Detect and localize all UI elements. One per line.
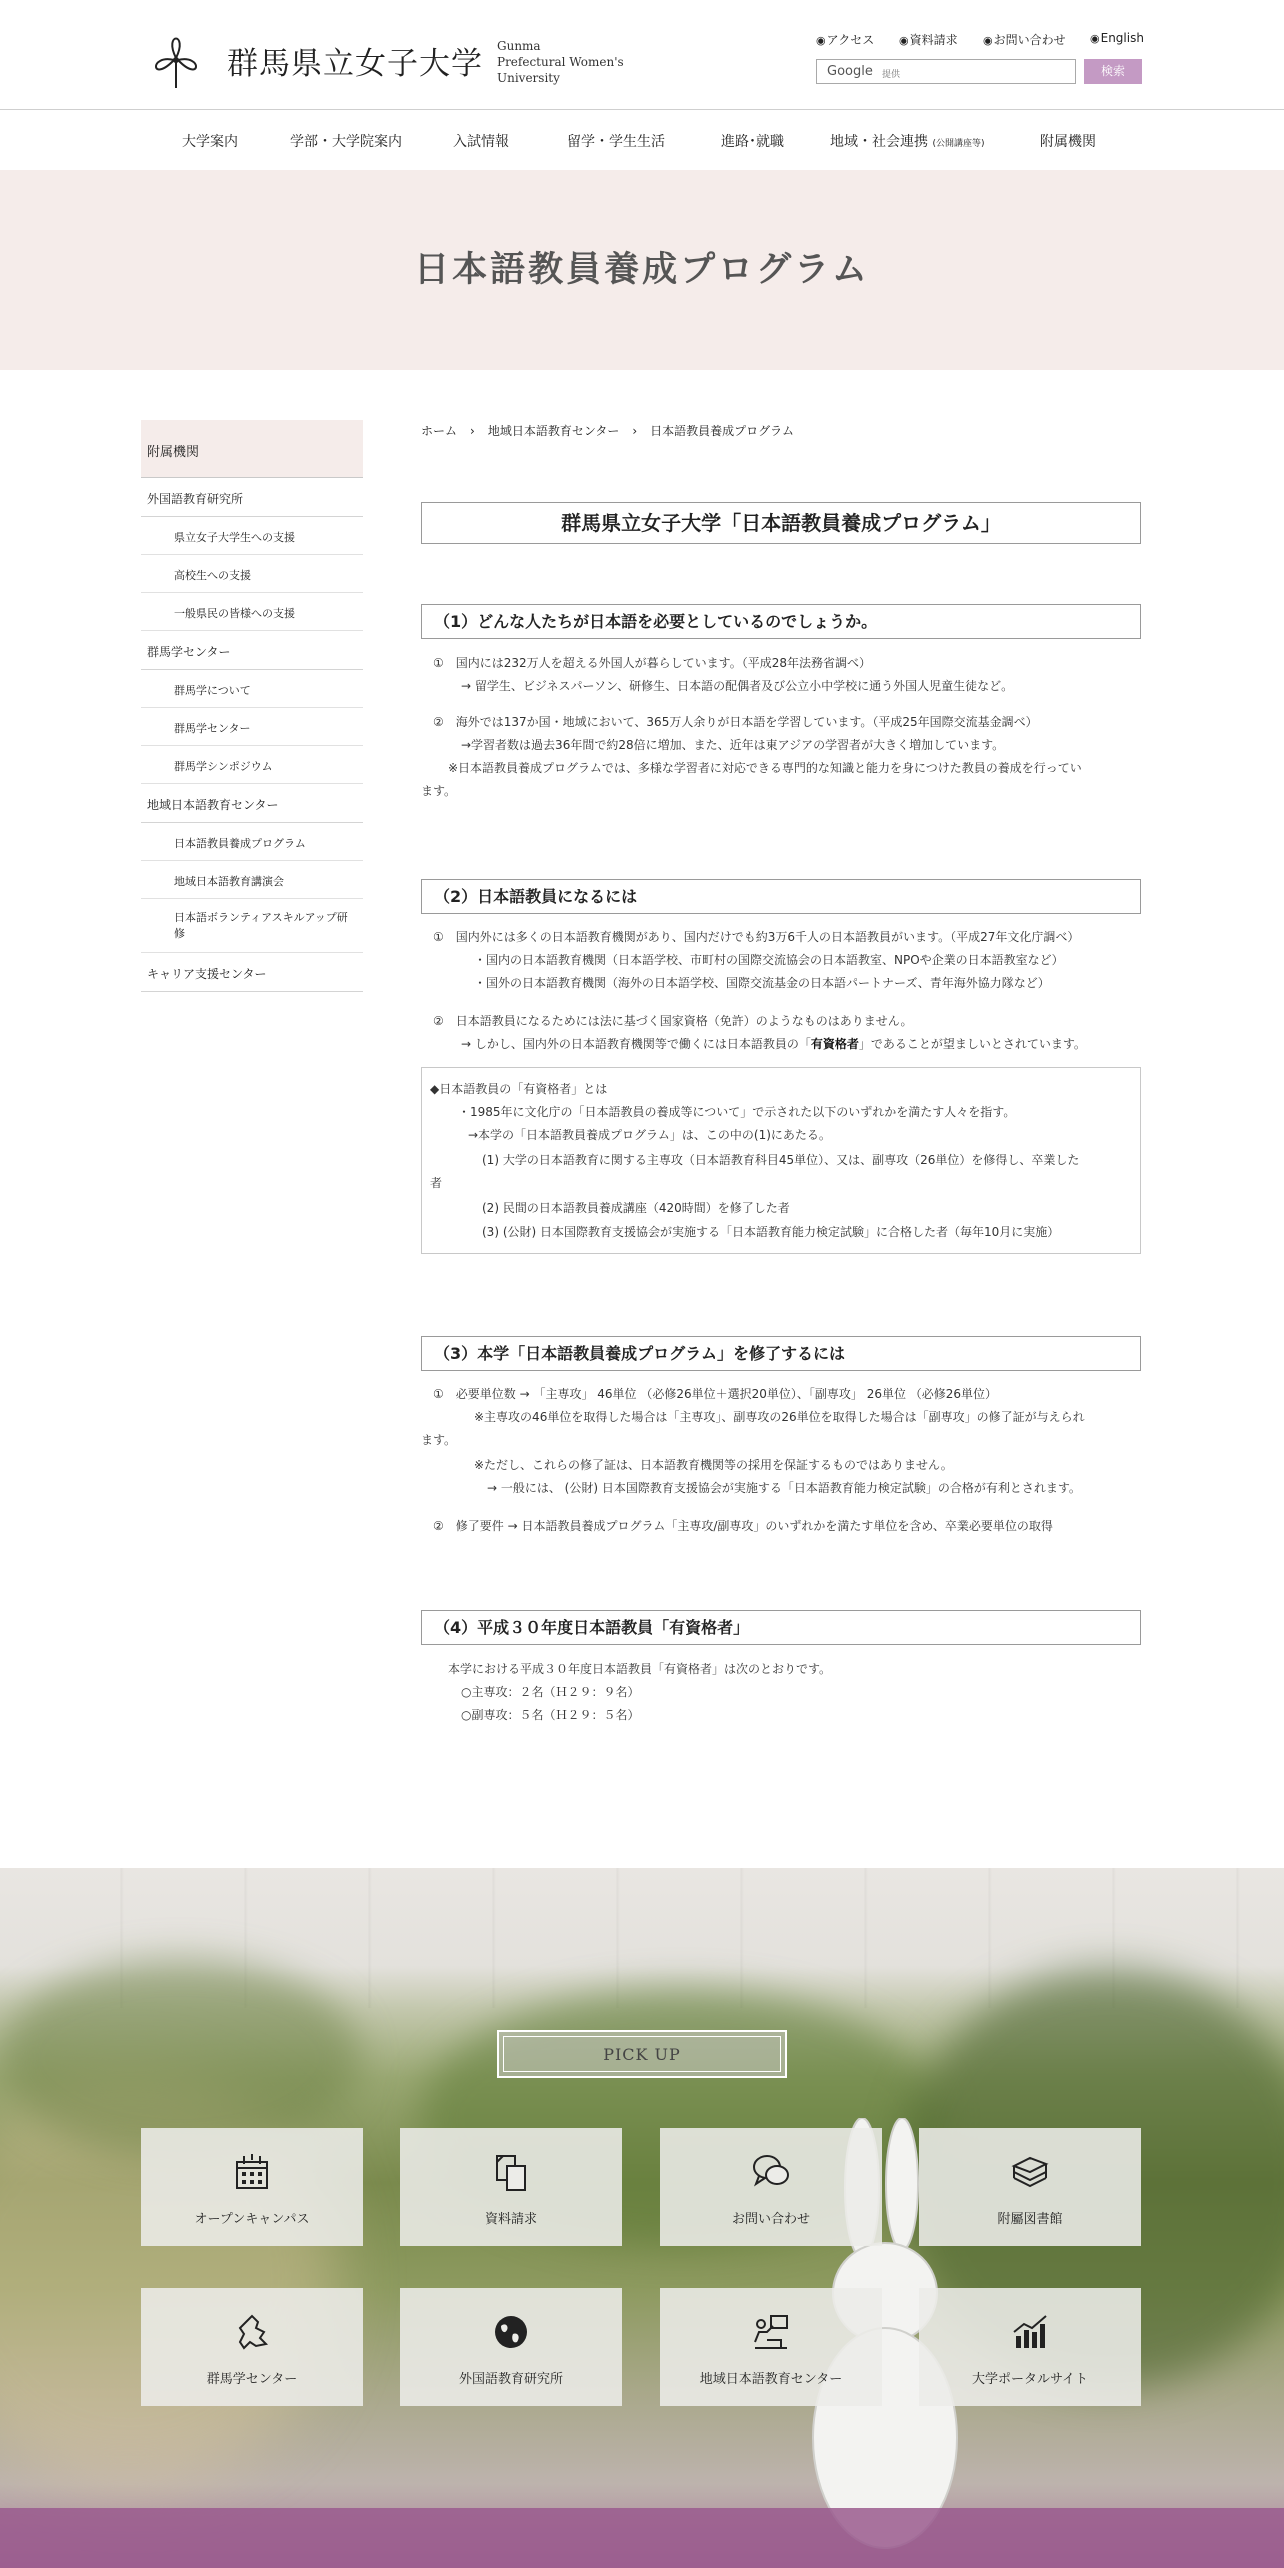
s3-line: ② 修了要件 → 日本語教員養成プログラム「主専攻/副専攻」のいずれかを満たす単位を含め、卒業必要単位の取得 [433, 1519, 1053, 1533]
s3-line: → 一般には、 (公財) 日本国際教育支援協会が実施する「日本語教育能力検定試験」の合格が有利とされます。 [487, 1481, 1081, 1495]
s4-line: ○主専攻：２名（Ｈ２９：９名） [461, 1685, 640, 1699]
note-line: (2) 民間の日本語教員養成講座（420時間）を修了した者 [482, 1201, 790, 1215]
contact-link[interactable]: ◉ お問い合わせ [983, 31, 1066, 48]
s4-line: ○副専攻：５名（Ｈ２９：５名） [461, 1708, 640, 1722]
breadcrumb-separator-icon: › [632, 424, 638, 438]
tile-gunma-studies-center[interactable] [141, 2288, 363, 2406]
note-line: (1) 大学の日本語教育に関する主専攻（日本語教育科目45単位）、又は、副専攻（26単位）を修得し、卒業した [482, 1153, 1080, 1167]
breadcrumb-separator-icon: › [470, 424, 475, 438]
pickup-heading: PICK UP [497, 2030, 787, 2078]
sidebar-subitem[interactable]: 日本語ボランティアスキルアップ研修 [141, 899, 363, 953]
logo-english-name: Gunma Prefectural Women's University [497, 39, 624, 85]
sidebar-item-career-center[interactable]: キャリア支援センター [141, 953, 363, 992]
breadcrumb [421, 422, 794, 439]
sidebar-subitem[interactable]: 群馬学について [141, 670, 363, 708]
s3-line: ます。 [421, 1433, 457, 1447]
sidebar-heading: 附属機関 [141, 420, 363, 478]
books-icon [1010, 2152, 1050, 2192]
tile-contact[interactable] [660, 2128, 882, 2246]
s1-line: ます。 [421, 784, 457, 798]
sidebar-subitem[interactable]: 高校生への支援 [141, 555, 363, 593]
section-1-heading: （1）どんな人たちが日本語を必要としているのでしょうか。 [421, 604, 1141, 639]
tile-portal-site[interactable] [919, 2288, 1141, 2406]
utility-links [816, 31, 1146, 47]
section-2-heading: （2）日本語教員になるには [421, 879, 1141, 914]
s3-line: ※主専攻の46単位を取得した場合は「主専攻」、副専攻の26単位を取得した場合は「副専攻」の修了証が与えられ [474, 1410, 1085, 1424]
breadcrumb-home[interactable]: ホーム [421, 424, 458, 438]
tile-label: オープンキャンパス [194, 2212, 310, 2227]
sidebar-subitem[interactable]: 群馬学シンポジウム [141, 746, 363, 784]
page-title: 日本語教員養成プログラム [414, 249, 870, 290]
s1-line: ※日本語教員養成プログラムでは、多様な学習者に対応できる専門的な知識と能力を身につけた教員の養成を行ってい [448, 761, 1082, 775]
tile-label: 資料請求 [484, 2212, 537, 2227]
s2-line: ① 国内外には多くの日本語教育機関があり、国内だけでも約3万6千人の日本語教員がいます。（平成27年文化庁調べ） [433, 930, 1080, 944]
s4-line: 本学における平成３０年度日本語教員「有資格者」は次のとおりです。 [448, 1662, 832, 1676]
nav-community[interactable]: 地域・社会連携 (公開講座等) [830, 134, 985, 150]
google-brand-label: Google [827, 64, 873, 79]
sidebar-subitem[interactable]: 群馬学センター [141, 708, 363, 746]
sidebar-subitem[interactable]: 県立女子大学生への支援 [141, 517, 363, 555]
nav-admissions[interactable]: 入試情報 [453, 134, 509, 150]
s1-line: →学習者数は過去36年間で約28倍に増加、また、近年は東アジアの学習者が大きく増加しています。 [461, 738, 1005, 752]
s1-line: → 留学生、ビジネスパーソン、研修生、日本語の配偶者及び公立小中学校に通う外国人児童生徒など。 [461, 679, 1014, 693]
globe-icon [491, 2312, 531, 2352]
logo-japanese-name: 群馬県立女子大学 [227, 46, 483, 82]
s3-line: ① 必要単位数 → 「主専攻」 46単位 （必修26単位＋選択20単位）、「副専攻」 26単位 （必修26単位） [433, 1387, 998, 1401]
tile-label: 地域日本語教育センター [699, 2372, 843, 2387]
tile-open-campus[interactable] [141, 2128, 363, 2246]
nav-careers[interactable]: 進路･就職 [721, 134, 784, 150]
s1-line: ① 国内には232万人を超える外国人が暮らしています。（平成28年法務省調べ） [433, 656, 871, 670]
university-logo[interactable] [141, 26, 624, 96]
search-button[interactable]: 検索 [1084, 59, 1142, 84]
global-nav [0, 110, 1284, 170]
sidebar-subitem-current[interactable]: 日本語教員養成プログラム [141, 823, 363, 861]
nav-about[interactable]: 大学案内 [182, 134, 238, 150]
tile-label: 大学ポータルサイト [971, 2372, 1089, 2387]
note-line: 者 [430, 1176, 443, 1190]
tile-library[interactable] [919, 2128, 1141, 2246]
s2-line: ・国内の日本語教育機関（日本語学校、市町村の国際交流協会の日本語教室、NPOや企業の日本語教室など） [474, 953, 1064, 967]
bar-chart-icon [1010, 2312, 1050, 2352]
s1-line: ② 海外では137か国・地域において、365万人余りが日本語を学習しています。（平成25年国際交流基金調べ） [433, 715, 1038, 729]
lecture-icon [751, 2312, 791, 2352]
tile-label: お問い合わせ [731, 2212, 810, 2227]
tile-japanese-education-center[interactable] [660, 2288, 882, 2406]
search-input[interactable] [816, 59, 1076, 84]
breadcrumb-center[interactable]: 地域日本語教育センター [487, 424, 620, 438]
s2-line: ② 日本語教員になるためには法に基づく国家資格（免許）のようなものはありません。 [433, 1014, 913, 1028]
chat-bubbles-icon [751, 2152, 791, 2192]
flower-emblem-icon [141, 28, 211, 92]
sidebar-item-foreign-language-institute[interactable]: 外国語教育研究所 [141, 478, 363, 517]
tile-label: 外国語教育研究所 [458, 2372, 563, 2387]
note-line: ・1985年に文化庁の「日本語教員の養成等について」で示された以下のいずれかを満たす人々を指す。 [458, 1105, 1016, 1119]
footer-band [0, 2508, 1284, 2568]
english-link[interactable]: ◉ English [1090, 31, 1144, 45]
site-header [0, 0, 1284, 110]
section-3-heading: （3）本学「日本語教員養成プログラム」を修了するには [421, 1336, 1141, 1371]
tile-label: 群馬学センター [206, 2372, 298, 2387]
note-line: (3) (公財) 日本国際教育支援協会が実施する「日本語教育能力検定試験」に合格した者（毎年10月に実施） [482, 1225, 1060, 1239]
s3-line: ※ただし、これらの修了証は、日本語教育機関等の採用を保証するものではありません。 [474, 1458, 953, 1472]
nav-affiliated[interactable]: 附属機関 [1040, 134, 1096, 150]
s2-line: ・国外の日本語教育機関（海外の日本語学校、国際交流基金の日本語パートナーズ、青年海外協力隊など） [474, 976, 1050, 990]
s2-line: → しかし、国内外の日本語教育機関等で働くには日本語教員の「有資格者」であることが望ましいとされています。 [461, 1037, 1086, 1051]
gunma-map-icon [232, 2312, 272, 2352]
documents-icon [491, 2152, 531, 2192]
sidebar-subitem[interactable]: 一般県民の皆様への支援 [141, 593, 363, 631]
request-materials-link[interactable]: ◉ 資料請求 [899, 31, 958, 48]
tile-foreign-language-institute[interactable] [400, 2288, 622, 2406]
sidebar-subitem[interactable]: 地域日本語教育講演会 [141, 861, 363, 899]
tile-request-materials[interactable] [400, 2128, 622, 2246]
content-title: 群馬県立女子大学「日本語教員養成プログラム」 [421, 502, 1141, 544]
search-placeholder: 提供 [882, 70, 901, 80]
calendar-icon [232, 2152, 272, 2192]
access-link[interactable]: ◉ アクセス [816, 31, 874, 48]
sidebar-item-gunma-studies[interactable]: 群馬学センター [141, 631, 363, 670]
nav-student-life[interactable]: 留学・学生生活 [567, 134, 665, 150]
page-hero [0, 170, 1284, 370]
note-line: ◆日本語教員の「有資格者」とは [430, 1082, 608, 1096]
note-line: →本学の「日本語教員養成プログラム」は、この中の(1)にあたる。 [468, 1128, 831, 1142]
nav-faculties[interactable]: 学部・大学院案内 [290, 134, 402, 150]
sidebar-item-japanese-education-center[interactable]: 地域日本語教育センター [141, 784, 363, 823]
qualified-teacher-note-box [421, 1067, 1141, 1254]
section-4-heading: （4）平成３０年度日本語教員「有資格者」 [421, 1610, 1141, 1645]
tile-label: 附屬図書館 [997, 2212, 1063, 2227]
breadcrumb-current: 日本語教員養成プログラム [650, 424, 795, 438]
sidebar [141, 420, 363, 992]
